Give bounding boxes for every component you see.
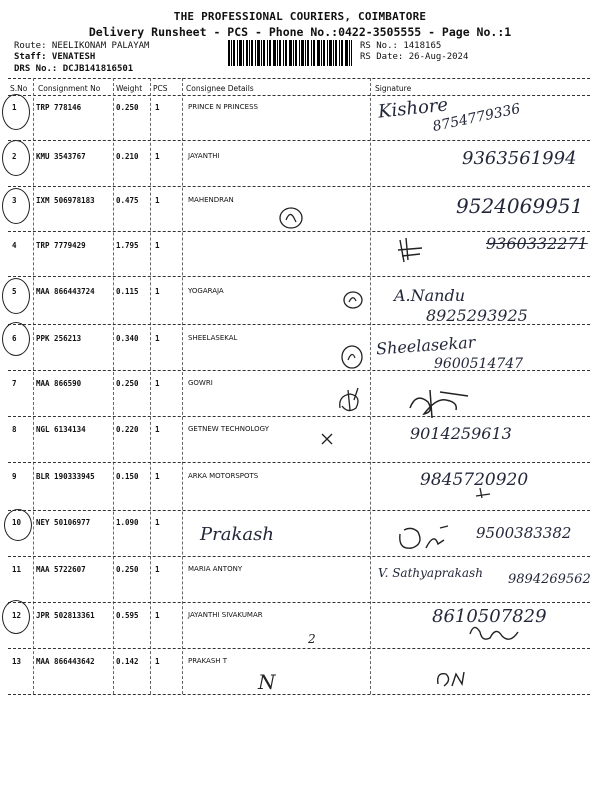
weight: 0.210 (116, 152, 139, 161)
weight: 0.142 (116, 657, 139, 666)
row-rule (8, 510, 590, 511)
pieces: 1 (155, 565, 160, 574)
weight: 0.115 (116, 287, 139, 296)
row-number-circle (2, 94, 30, 130)
scribble-mark (334, 386, 364, 416)
consignee-details: JAYANTHI (188, 152, 220, 160)
signature-phone-row-9: 9845720920 (420, 470, 529, 490)
row-rule (8, 416, 590, 417)
row-number: 9 (12, 472, 17, 481)
weight: 0.595 (116, 611, 139, 620)
signature-row-11: V. Sathyaprakash (378, 566, 483, 580)
consignment-number: MAA 866443724 (36, 287, 95, 296)
row-rule (8, 140, 590, 141)
signature-phone-row-4: 9360332271 (486, 234, 588, 253)
signature-row-10: Prakash (200, 524, 274, 545)
row-number: 3 (12, 196, 17, 205)
consignment-number: TRP 778146 (36, 103, 82, 112)
row-number: 5 (12, 287, 17, 296)
scribble-mark (474, 486, 494, 500)
row-rule (8, 231, 590, 232)
weight: 1.795 (116, 241, 139, 250)
signature-phone-row-2: 9363561994 (462, 148, 577, 169)
col-header-signature: Signature (375, 84, 412, 93)
scribble-mark (466, 620, 526, 646)
row-number-circle (2, 140, 30, 176)
scribble-mark (278, 206, 304, 230)
signature-row-6: Sheelasekar (375, 332, 476, 359)
consignment-number: PPK 256213 (36, 334, 82, 343)
pieces: 1 (155, 241, 160, 250)
consignment-number: MAA 866590 (36, 379, 82, 388)
row-rule (8, 276, 590, 277)
table-row (0, 657, 600, 703)
row-number: 6 (12, 334, 17, 343)
signature-phone-row-11: 9894269562 (508, 572, 591, 587)
consignee-details: GOWRI (188, 379, 213, 387)
route-label: Route: NEELIKONAM PALAYAM (14, 41, 150, 51)
pieces: 1 (155, 379, 160, 388)
weight: 0.475 (116, 196, 139, 205)
consignee-details: JAYANTHI SIVAKUMAR (188, 611, 263, 619)
signature-phone-row-3: 9524069951 (456, 194, 584, 218)
pieces: 1 (155, 657, 160, 666)
drs-number: DRS No.: DCJB141816501 (14, 64, 134, 74)
consignment-number: TRP 7779429 (36, 241, 86, 250)
consignee-details: YOGARAJA (188, 287, 224, 295)
pieces: 1 (155, 518, 160, 527)
pieces: 1 (155, 287, 160, 296)
scribble-mark (396, 236, 424, 264)
staff-label: Staff: VENATESH (14, 52, 96, 62)
table-row (0, 379, 600, 425)
row-number: 1 (12, 103, 17, 112)
handwritten-mark-row-12: 2 (308, 632, 316, 646)
row-rule (8, 648, 590, 649)
signature-row-5: A.Nandu (394, 286, 466, 305)
row-number-circle (4, 509, 32, 541)
consignment-number: MAA 866443642 (36, 657, 95, 666)
pieces: 1 (155, 425, 160, 434)
row-number: 7 (12, 379, 17, 388)
col-header-pcs: PCS (153, 84, 168, 93)
signature-phone-row-10: 9500383382 (476, 524, 572, 542)
signature-phone-row-1: 8754779336 (431, 100, 522, 136)
handwritten-mark-row-13: N (258, 670, 276, 694)
scribble-mark (342, 290, 364, 310)
row-number-circle (2, 278, 30, 314)
signature-phone-row-8: 9014259613 (410, 424, 512, 443)
runsheet-subtitle: Delivery Runsheet - PCS - Phone No.:0422-3505555 - Page No.:1 (88, 25, 512, 39)
consignment-number: MAA 5722607 (36, 565, 86, 574)
row-number: 2 (12, 152, 17, 161)
scribble-mark (320, 432, 334, 446)
rs-date: RS Date: 26-Aug-2024 (360, 52, 469, 62)
weight: 0.150 (116, 472, 139, 481)
row-number: 11 (12, 565, 22, 574)
weight: 1.090 (116, 518, 139, 527)
scribble-mark (434, 666, 468, 692)
row-number-circle (2, 600, 30, 634)
company-title: THE PROFESSIONAL COURIERS, COIMBATORE (173, 10, 427, 23)
row-rule (8, 462, 590, 463)
pieces: 1 (155, 196, 160, 205)
row-number-circle (2, 322, 30, 356)
col-header-no: S.No (10, 84, 28, 93)
row-rule (8, 556, 590, 557)
consignee-details: PRAKASH T (188, 657, 228, 665)
scribble-mark (406, 388, 476, 422)
row-number: 12 (12, 611, 22, 620)
consignment-number: NEY 50106977 (36, 518, 91, 527)
rs-number: RS No.: 1418165 (360, 41, 442, 51)
pieces: 1 (155, 152, 160, 161)
barcode (228, 40, 352, 66)
col-header-weight: Weight (116, 84, 143, 93)
row-rule (8, 186, 590, 187)
weight: 0.250 (116, 379, 139, 388)
row-number: 8 (12, 425, 17, 434)
weight: 0.250 (116, 103, 139, 112)
signature-phone-row-6: 9600514747 (434, 356, 524, 372)
pieces: 1 (155, 472, 160, 481)
weight: 0.340 (116, 334, 139, 343)
pieces: 1 (155, 611, 160, 620)
row-number-circle (2, 188, 30, 224)
header-bottom-rule (8, 95, 590, 96)
weight: 0.250 (116, 565, 139, 574)
row-rule (8, 694, 590, 695)
row-number: 10 (12, 518, 22, 527)
signature-phone-row-12: 8610507829 (432, 606, 547, 627)
scribble-mark (394, 524, 458, 554)
signature-row-1: Kishore (377, 94, 450, 123)
consignment-number: JPR 502813361 (36, 611, 95, 620)
pieces: 1 (155, 334, 160, 343)
consignee-details: MARIA ANTONY (188, 565, 243, 573)
consignee-details: PRINCE N PRINCESS (188, 103, 258, 111)
header-top-rule (8, 78, 590, 79)
consignee-details: MAHENDRAN (188, 196, 234, 204)
row-number: 4 (12, 241, 17, 250)
consignment-number: BLR 190333945 (36, 472, 95, 481)
signature-phone-row-5: 8925293925 (426, 306, 528, 325)
scribble-mark (340, 344, 364, 370)
consignment-number: NGL 6134134 (36, 425, 86, 434)
row-rule (8, 602, 590, 603)
consignee-details: ARKA MOTORSPOTS (188, 472, 259, 480)
consignment-number: IXM 506978183 (36, 196, 95, 205)
weight: 0.220 (116, 425, 139, 434)
col-header-consignee: Consignee Details (186, 84, 254, 93)
consignment-number: KMU 3543767 (36, 152, 86, 161)
col-header-consignment: Consignment No (38, 84, 101, 93)
consignee-details: SHEELASEKAL (188, 334, 238, 342)
row-number: 13 (12, 657, 22, 666)
consignee-details: GETNEW TECHNOLOGY (188, 425, 270, 433)
pieces: 1 (155, 103, 160, 112)
